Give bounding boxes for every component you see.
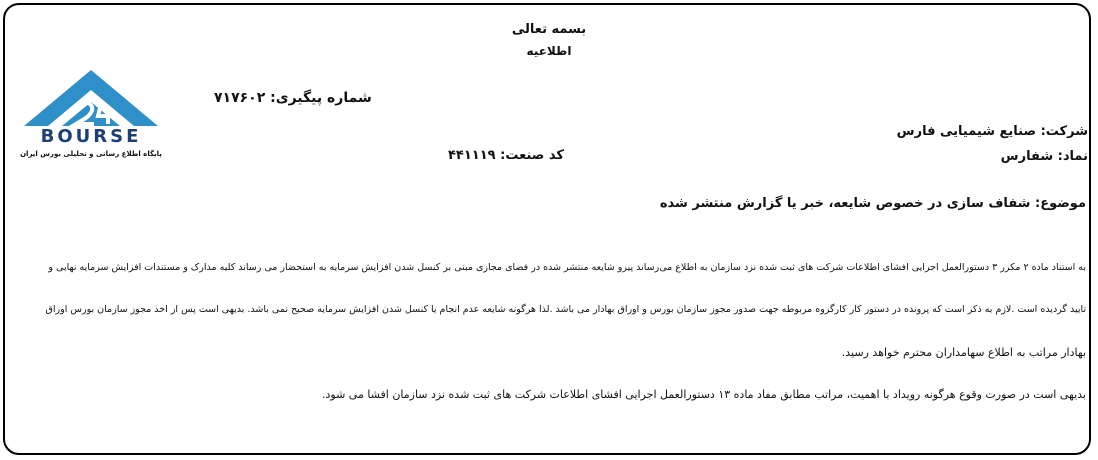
symbol-value: شفارس <box>1000 149 1054 164</box>
industry-label: کد صنعت: <box>500 148 564 163</box>
body-line-1: به استناد ماده ۲ مکرر ۳ دستورالعمل اجرایی افشای اطلاعات شرکت های ثبت شده نزد سازمان به اطلاع می‌رساند پیرو شایعه منتشر شده در فضای مجازی مبنی بر کنسل شدن افزایش سرمایه به استحضار می رساند کلیه مدارک و مستندات افزایش سرمایه نهایی و <box>48 262 1086 273</box>
symbol-label: نماد: <box>1057 149 1088 164</box>
logo-tagline: پایگاه اطلاع رسانی و تحلیلی بورس ایران <box>20 150 162 158</box>
subject-line <box>660 196 1086 211</box>
bourse-logo <box>16 64 166 160</box>
body-line-3: بهادار مراتب به اطلاع سهامداران محترم خواهد رسید. <box>841 346 1086 359</box>
subject-value: شفاف سازی در خصوص شایعه، خبر یا گزارش منتشر شده <box>659 196 1031 211</box>
bourse-24-triangle-logo-icon <box>16 64 166 160</box>
company-label: شرکت: <box>1040 124 1088 139</box>
tracking-label: شماره پیگیری: <box>270 90 372 106</box>
industry-code-line <box>448 148 564 163</box>
body-line-2: تایید گردیده است .لازم به ذکر است که پرونده در دستور کار کارگروه مربوطه جهت صدور مجوز سازمان بورس و اوراق بهادار می باشد .لذا هرگونه شایعه عدم انجام یا کنسل شدن افزایش سرمایه صحیح نمی باشد. بدیهی است پس از اخذ مجوز سازمان بورس اوراق <box>45 304 1086 315</box>
document-title: اطلاعیه <box>526 44 572 58</box>
symbol-line <box>1001 149 1088 164</box>
industry-value: ۴۴۱۱۱۹ <box>448 148 496 163</box>
document-bismillah: بسمه تعالی <box>511 22 587 37</box>
company-line <box>897 124 1088 139</box>
body-line-4: بدیهی است در صورت وقوع هرگونه رویداد با اهمیت، مراتب مطابق مفاد ماده ۱۳ دستورالعمل اجرایی افشای اطلاعات شرکت های ثبت شده نزد سازمان افشا می شود. <box>322 388 1086 401</box>
company-value: صنایع شیمیایی فارس <box>896 124 1037 139</box>
tracking-value: ۷۱۷۶۰۲ <box>214 90 266 106</box>
tracking-number <box>214 90 372 106</box>
subject-label: موضوع: <box>1035 196 1086 211</box>
logo-wordmark: BOURSE <box>40 126 142 147</box>
